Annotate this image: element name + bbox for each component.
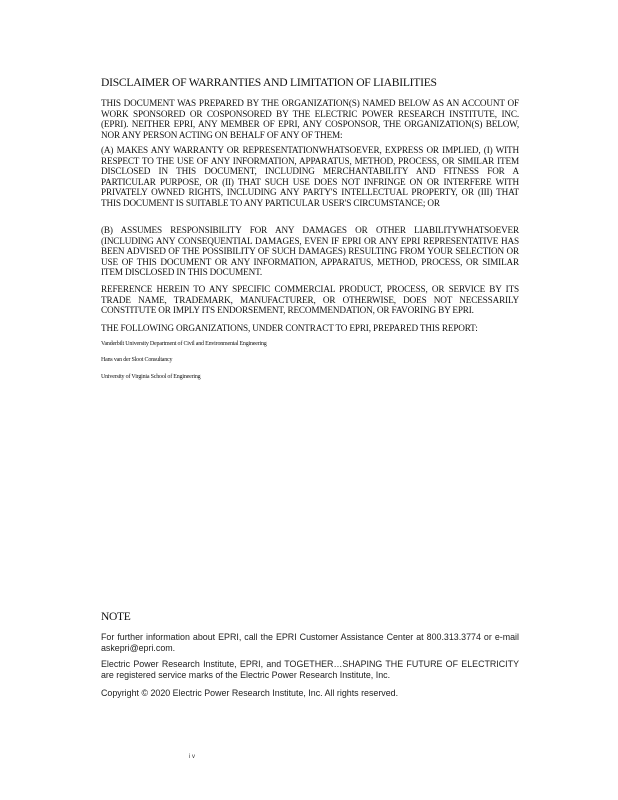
note-trademark: Electric Power Research Institute, EPRI, and TOGETHER…SHAPING THE FUTURE OF ELECTRICITY are registered service marks of the Electric Power Research Institute, Inc.: [101, 659, 519, 680]
note-contact: For further information about EPRI, call the EPRI Customer Assistance Center at 800.313.3774 or e-mail askepri@epri.com.: [101, 632, 519, 653]
organization-item: Hans van der Sloot Consultancy: [101, 357, 173, 363]
note-heading: NOTE: [101, 611, 131, 623]
disclaimer-intro: THIS DOCUMENT WAS PREPARED BY THE ORGANIZATION(S) NAMED BELOW AS AN ACCOUNT OF WORK SPONSORED OR COSPONSORED BY THE ELECTRIC POWER RESEARCH INSTITUTE, INC. (EPRI). NEITHER EPRI, ANY MEMBER OF EPRI, ANY COSPONSOR, THE ORGANIZATION(S) BELOW, NOR ANY PERSON ACTING ON BEHALF OF ANY OF THEM:: [101, 98, 519, 140]
note-copyright: Copyright © 2020 Electric Power Research Institute, Inc. All rights reserved.: [101, 688, 399, 698]
organization-item: University of Virginia School of Engineering: [101, 374, 201, 380]
page-number: i v: [189, 754, 195, 760]
disclaimer-item-a: (A) MAKES ANY WARRANTY OR REPRESENTATIONWHATSOEVER, EXPRESS OR IMPLIED, (I) WITH RESPECT TO THE USE OF ANY INFORMATION, APPARATUS, METHOD, PROCESS, OR SIMILAR ITEM DISCLOSED IN THIS DOCUMENT, INCLUDING MERCHANTABILITY AND FITNESS FOR A PARTICULAR PURPOSE, OR (II) THAT SUCH USE DOES NOT INFRINGE ON OR INTERFERE WITH PRIVATELY OWNED RIGHTS, INCLUDING ANY PARTY'S INTELLECTUAL PROPERTY, OR (III) THAT THIS DOCUMENT IS SUITABLE TO ANY PARTICULAR USER'S CIRCUMSTANCE; OR: [101, 145, 519, 208]
organization-item: Vanderbilt University Department of Civil and Environmental Engineering: [101, 341, 267, 347]
disclaimer-heading: DISCLAIMER OF WARRANTIES AND LIMITATION OF LIABILITIES: [101, 76, 437, 89]
disclaimer-item-b: (B) ASSUMES RESPONSIBILITY FOR ANY DAMAGES OR OTHER LIABILITYWHATSOEVER (INCLUDING ANY CONSEQUENTIAL DAMAGES, EVEN IF EPRI OR ANY EPRI REPRESENTATIVE HAS BEEN ADVISED OF THE POSSIBILITY OF SUCH DAMAGES) RESULTING FROM YOUR SELECTION OR USE OF THIS DOCUMENT OR ANY INFORMATION, APPARATUS, METHOD, PROCESS, OR SIMILAR ITEM DISCLOSED IN THIS DOCUMENT.: [101, 225, 519, 278]
disclaimer-following: THE FOLLOWING ORGANIZATIONS, UNDER CONTRACT TO EPRI, PREPARED THIS REPORT:: [101, 323, 478, 333]
disclaimer-reference: REFERENCE HEREIN TO ANY SPECIFIC COMMERCIAL PRODUCT, PROCESS, OR SERVICE BY ITS TRADE NAME, TRADEMARK, MANUFACTURER, OR OTHERWISE, DOES NOT NECESSARILY CONSTITUTE OR IMPLY ITS ENDORSEMENT, RECOMMENDATION, OR FAVORING BY EPRI.: [101, 284, 519, 316]
